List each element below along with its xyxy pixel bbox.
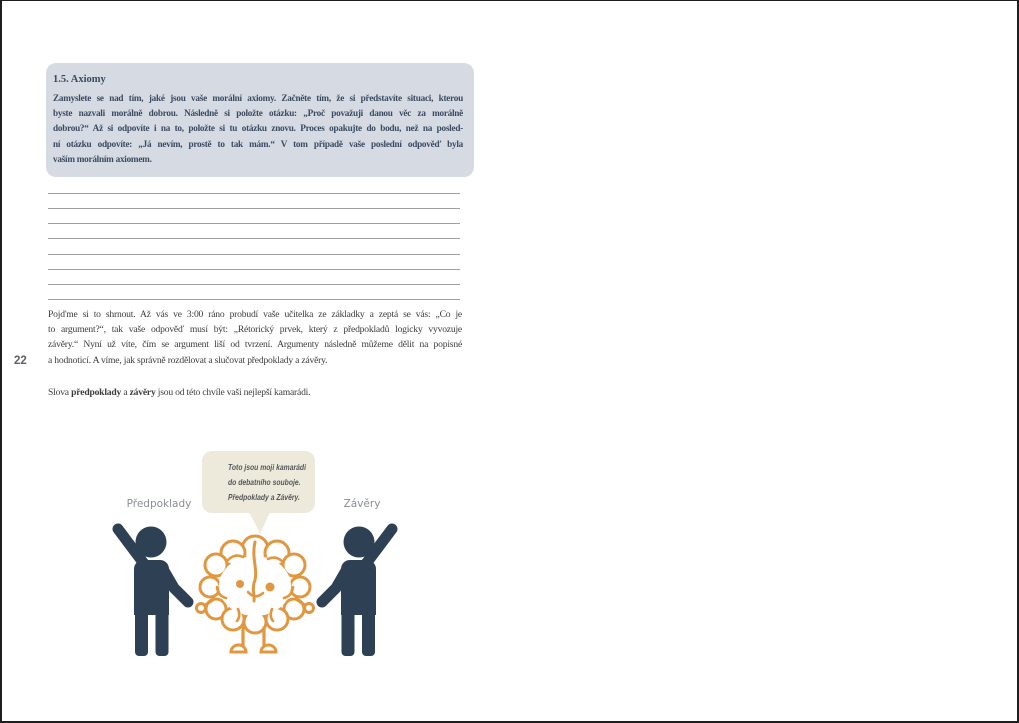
- word-predpoklady: předpoklady: [71, 387, 122, 398]
- exercise-text-line: byste nazvali morálně dobrou. Následně si položte otázku: „Proč považuji danou věc za morálně: [53, 108, 463, 119]
- exercise-text-line: Zamyslete se nad tím, jaké jsou vaše morální axiomy. Začněte tím, že si představíte situaci, kterou: [53, 93, 463, 103]
- page-number: 22: [14, 355, 27, 367]
- exercise-box: [46, 63, 474, 177]
- paragraph-line: Pojďme si to shrnout. Až vás ve 3:00 ráno probudí vaše učitelka ze základky a zeptá se vás: „Co je: [48, 309, 462, 320]
- speech-bubble-text: Toto jsou moji kamarádi: [228, 462, 306, 472]
- friends-sentence-prefix: Slova: [48, 387, 72, 398]
- writing-line: [48, 223, 460, 238]
- brain-hand-icon: [197, 604, 206, 613]
- person-silhouette-icon: [322, 527, 392, 657]
- brain-character-icon: [197, 536, 314, 652]
- writing-line: [48, 284, 460, 299]
- section-heading: 1.5. Axiomy: [53, 74, 106, 85]
- exercise-text-line: dobrou?“ Až si odpovíte i na to, položte si tu otázku znovu. Proces opakujte do bodu, než na posled-: [53, 123, 463, 134]
- word-zavery: závěry: [129, 387, 156, 398]
- friends-sentence-suffix: jsou od této chvíle vaši nejlepší kamarádi.: [155, 387, 311, 398]
- speech-bubble-text: do debatního souboje.: [228, 477, 301, 487]
- paragraph-line: závěry.“ Nyní už víte, čím se argument liší od tvrzení. Argumenty následně můžeme dělit na popisné: [48, 339, 462, 351]
- writing-line: [48, 254, 460, 269]
- exercise-text-line: vaším morálním axiomem.: [53, 153, 152, 164]
- friends-sentence-mid: a: [121, 387, 130, 398]
- writing-line: [48, 208, 460, 223]
- brain-foot-icon: [231, 645, 246, 652]
- brain-hand-icon: [305, 604, 314, 613]
- friends-illustration: [102, 511, 412, 671]
- brain-foot-icon: [261, 645, 276, 652]
- paragraph-line: to argument?“, tak vaše odpověď musí být: „Rétorický prvek, který z předpokladů logicky vyvozuje: [48, 324, 462, 336]
- writing-line: [48, 238, 460, 253]
- speech-bubble: [202, 451, 315, 513]
- label-zavery: Závěry: [343, 498, 381, 510]
- writing-line: [48, 193, 460, 208]
- writing-line: [48, 269, 460, 284]
- summary-paragraph: [48, 307, 462, 368]
- friends-sentence: [48, 387, 462, 398]
- exercise-text-line: ní otázku odpovíte: „Já nevím, prostě to tak mám.“ V tom případě vaše poslední odpověď byla: [53, 138, 463, 149]
- paragraph-line: a hodnoticí. A víme, jak správně rozdělovat a slučovat předpoklady a závěry.: [48, 354, 328, 366]
- label-predpoklady: Předpoklady: [126, 498, 192, 510]
- person-silhouette-icon: [118, 527, 188, 657]
- writing-lines: [48, 193, 460, 314]
- speech-bubble-text: Předpoklady a Závěry.: [228, 492, 300, 502]
